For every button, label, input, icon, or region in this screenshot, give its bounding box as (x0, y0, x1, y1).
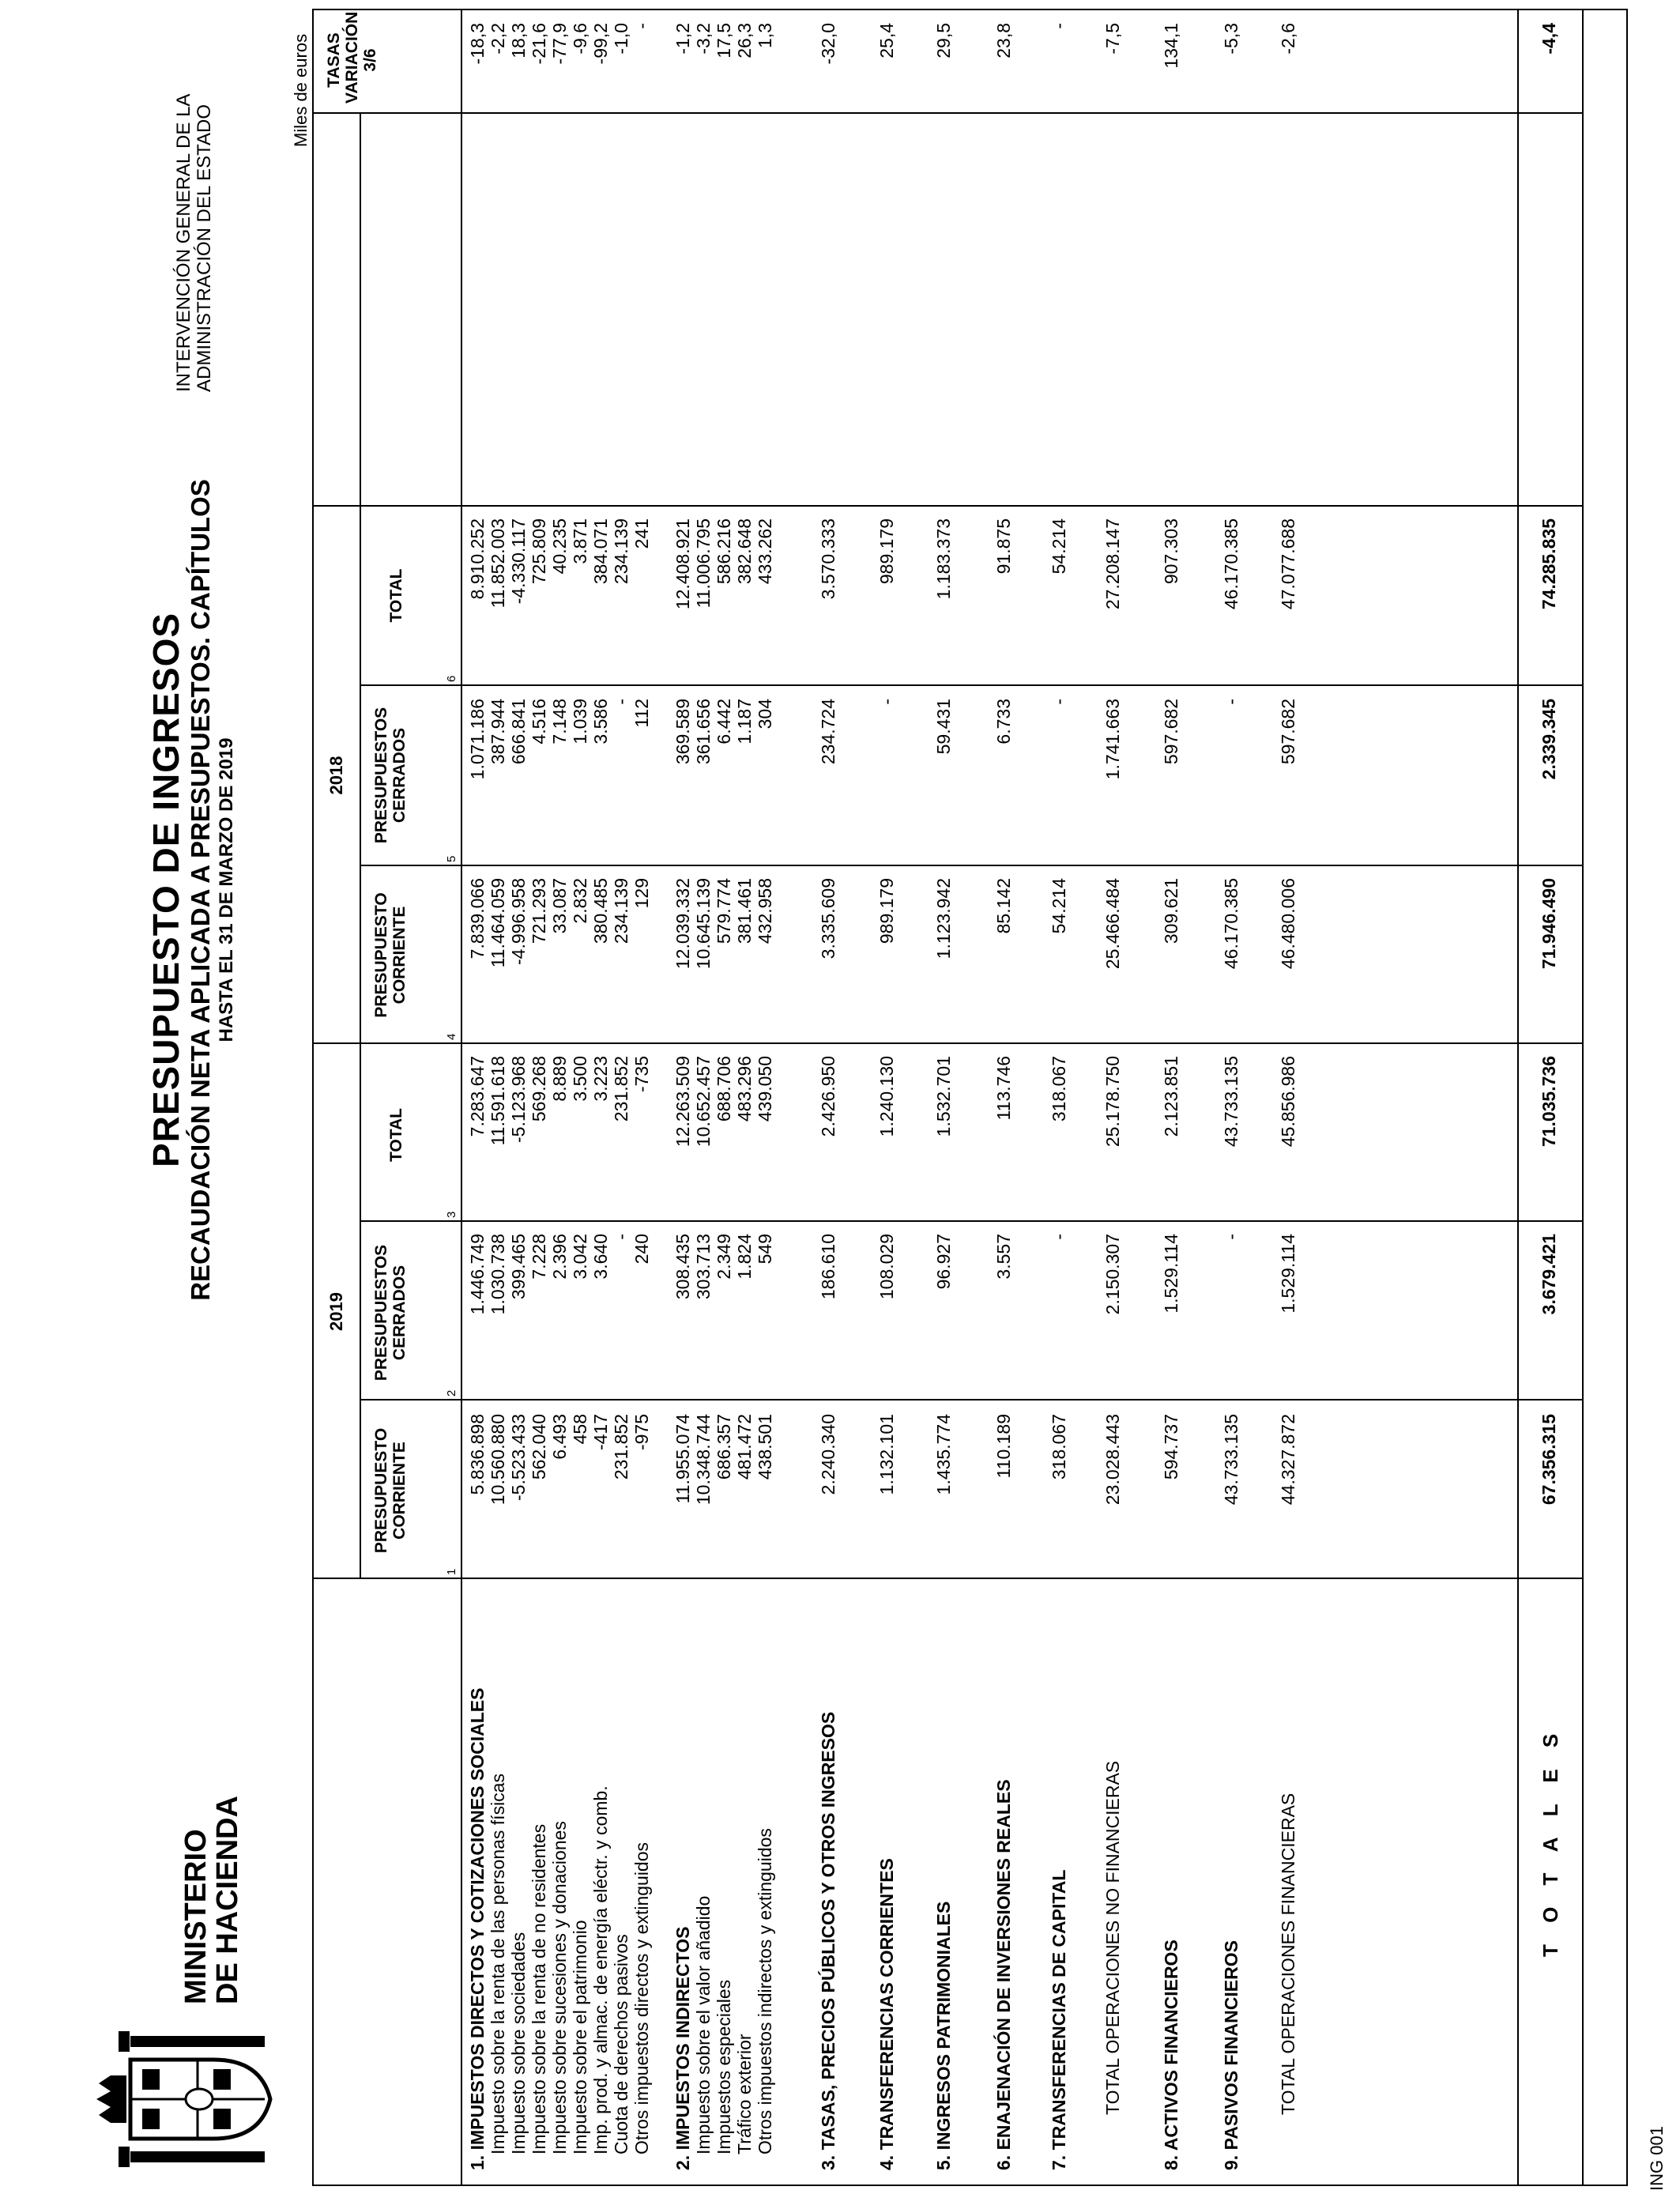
table-cell: 25,4 (876, 23, 897, 58)
col-number: 2 (445, 1389, 458, 1397)
table-cell: 25.466.484 (1102, 878, 1123, 970)
table-cell: 11.006.795 (693, 518, 714, 609)
table-cell: 18,3 (508, 23, 529, 58)
table-cell: 381.461 (734, 878, 755, 944)
table-cell: - (876, 699, 897, 705)
col-header: PRESUPUESTO CORRIENTE (372, 892, 409, 1018)
table-row-label: Tráfico exterior (734, 2034, 755, 2154)
table-row-label: 9. PASIVOS FINANCIEROS (1221, 1940, 1241, 2170)
table-row-label: 7. TRANSFERENCIAS DE CAPITAL (1049, 1869, 1069, 2170)
table-row-label: TOTAL OPERACIONES NO FINANCIERAS (1102, 1760, 1123, 2115)
table-row-label: 3. TASAS, PRECIOS PÚBLICOS Y OTROS INGRESOS (818, 1711, 838, 2170)
table-cell: 3.042 (570, 1234, 590, 1280)
table-cell: 439.050 (755, 1056, 775, 1122)
table-cell: 85.142 (993, 878, 1014, 934)
table-cell: 569.268 (529, 1056, 549, 1122)
col-header: TOTAL (387, 568, 405, 623)
table-cell: 361.656 (693, 699, 714, 765)
table-cell: 3.335.609 (818, 878, 838, 959)
totals-cell: 67.356.315 (1539, 1414, 1559, 1506)
col-header: TASAS VARIACIÓN 3/6 (325, 11, 379, 104)
table-cell: 562.040 (529, 1414, 549, 1480)
table-cell: 309.621 (1161, 878, 1181, 944)
table-cell: 318.067 (1049, 1056, 1069, 1122)
unit-label: Miles de euros (291, 33, 311, 147)
totals-cell: 3.679.421 (1539, 1234, 1559, 1315)
table-cell: 91.875 (993, 518, 1014, 575)
table-cell: 666.841 (508, 699, 529, 765)
table-cell: 8.910.252 (467, 518, 488, 600)
table-row-label: Impuesto sobre sucesiones y donaciones (549, 1821, 570, 2154)
table-cell: 438.501 (755, 1414, 775, 1480)
table-cell: 54.214 (1049, 878, 1069, 934)
table-row-label: Impuesto sobre la renta de no residentes (529, 1823, 549, 2154)
table-cell: 579.774 (714, 878, 734, 944)
year-2018-header: 2018 (326, 756, 346, 795)
table-row-label: Impuesto sobre el valor añadido (693, 1895, 714, 2154)
totals-cell: 74.285.835 (1539, 518, 1559, 610)
table-cell: 382.648 (734, 518, 755, 585)
table-cell: 10.645.139 (693, 878, 714, 970)
table-row-label: TOTAL OPERACIONES FINANCIERAS (1278, 1793, 1298, 2115)
table-cell: 1.030.738 (488, 1234, 508, 1315)
col-number: 5 (445, 855, 458, 862)
issuer-name: INTERVENCIÓN GENERAL DE LA ADMINISTRACIÓN DEL ESTADO (173, 93, 215, 392)
table-cell: -4.330.117 (508, 518, 529, 605)
table-cell: 7.839.066 (467, 878, 488, 959)
page-subtitle: RECAUDACIÓN NETA APLICADA A PRESUPUESTOS. CAPÍTULOS (186, 479, 215, 1301)
table-cell: 5.836.898 (467, 1414, 488, 1495)
date-line: HASTA EL 31 DE MARZO DE 2019 (216, 737, 237, 1042)
table-cell: 46.170.385 (1221, 878, 1241, 970)
table-cell: 129 (631, 878, 652, 909)
table-cell: 234.724 (818, 699, 838, 765)
table-row-label: Otros impuestos indirectos y extinguidos (755, 1828, 775, 2154)
table-cell: -99,2 (590, 23, 611, 65)
table-cell: 2.396 (549, 1234, 570, 1280)
table-cell: 1.529.114 (1278, 1234, 1298, 1314)
year-2019-header: 2019 (326, 1292, 346, 1331)
table-row-label: Impuesto sobre el patrimonio (570, 1920, 590, 2154)
table-row-label: Otros impuestos directos y extinguidos (631, 1842, 652, 2154)
table-cell: 1.529.114 (1161, 1234, 1181, 1314)
table-cell: -32,0 (818, 23, 838, 65)
table-row-label: 8. ACTIVOS FINANCIEROS (1161, 1940, 1181, 2170)
table-row-label: 2. IMPUESTOS INDIRECTOS (672, 1926, 693, 2170)
table-cell: 458 (570, 1414, 590, 1445)
table-cell: 54.214 (1049, 518, 1069, 575)
table-cell: 483.296 (734, 1056, 755, 1122)
table-cell: 46.170.385 (1221, 518, 1241, 610)
table-cell: 7.283.647 (467, 1056, 488, 1137)
table-cell: 47.077.688 (1278, 518, 1298, 610)
table-cell: - (1049, 699, 1069, 705)
table-cell: 40.235 (549, 518, 570, 575)
table-cell: 3.223 (590, 1056, 611, 1102)
table-cell: 432.958 (755, 878, 775, 944)
table-cell: 108.029 (876, 1234, 897, 1300)
table-cell: 43.733.135 (1221, 1056, 1241, 1148)
table-cell: - (631, 23, 652, 29)
table-cell: 1.435.774 (933, 1414, 954, 1495)
table-cell: 688.706 (714, 1056, 734, 1122)
col-header: PRESUPUESTOS CERRADOS (372, 1244, 409, 1382)
table-cell: 110.189 (993, 1414, 1014, 1479)
table-cell: 11.591.618 (488, 1056, 508, 1146)
totals-cell: -4,4 (1539, 23, 1559, 55)
table-cell: 26,3 (734, 23, 755, 58)
table-cell: - (1221, 699, 1241, 705)
table-cell: 25.178.750 (1102, 1056, 1123, 1148)
table-row-label: Impuesto sobre la renta de las personas físicas (488, 1774, 508, 2154)
table-cell: -735 (631, 1056, 652, 1093)
table-cell: 7.228 (529, 1234, 549, 1280)
table-cell: -2,2 (488, 23, 508, 55)
table-cell: 134,1 (1161, 23, 1181, 69)
col-number: 6 (445, 675, 458, 682)
table-cell: 2.240.340 (818, 1414, 838, 1495)
table-cell: 907.303 (1161, 518, 1181, 585)
table-cell: 12.039.332 (672, 878, 693, 970)
totals-label: T O T A L E S (1539, 1725, 1562, 1957)
table-cell: -21,6 (529, 23, 549, 65)
table-cell: 1.532.701 (933, 1056, 954, 1137)
table-cell: 686.357 (714, 1414, 734, 1480)
table-cell: 1.741.663 (1102, 699, 1123, 780)
totals-cell: 71.035.736 (1539, 1056, 1559, 1148)
totals-cell: 71.946.490 (1539, 878, 1559, 970)
table-cell: 597.682 (1161, 699, 1181, 765)
table-cell: 303.713 (693, 1234, 714, 1300)
table-cell: 3.500 (570, 1056, 590, 1102)
table-cell: -1,2 (672, 23, 693, 55)
report-titles (146, 376, 238, 1404)
table-cell: 11.852.003 (488, 518, 508, 609)
table-cell: 1.183.373 (933, 518, 954, 600)
table-cell: 380.485 (590, 878, 611, 944)
table-cell: 3.586 (590, 699, 611, 745)
table-cell: -417 (590, 1414, 611, 1451)
table-cell: 6.733 (993, 699, 1014, 745)
col-header: PRESUPUESTOS CERRADOS (372, 707, 409, 844)
col-header: PRESUPUESTO CORRIENTE (372, 1427, 409, 1554)
table-cell: 23.028.443 (1102, 1414, 1123, 1506)
table-cell: -9,6 (570, 23, 590, 55)
table-cell: -4.996.958 (508, 878, 529, 965)
table-cell: 3.871 (570, 518, 590, 564)
col-number: 4 (445, 1033, 458, 1040)
col-header: TOTAL (387, 1107, 405, 1163)
table-cell: 2.349 (714, 1234, 734, 1280)
table-cell: 112 (631, 699, 652, 728)
table-cell: 308.435 (672, 1234, 693, 1300)
table-cell: 597.682 (1278, 699, 1298, 765)
table-cell: 594.737 (1161, 1414, 1181, 1480)
table-cell: 318.067 (1049, 1414, 1069, 1480)
table-row-label: Cuota de derechos pasivos (611, 1934, 631, 2154)
table-cell: 1.071.186 (467, 699, 488, 780)
table-row-label: 6. ENAJENACIÓN DE INVERSIONES REALES (993, 1779, 1014, 2170)
table-cell: 11.464.059 (488, 878, 508, 968)
table-cell: 1.824 (734, 1234, 755, 1280)
table-row-label: Impuestos especiales (714, 1979, 734, 2154)
table-cell: 113.746 (993, 1056, 1014, 1121)
doc-code: ING 001 (1647, 2126, 1667, 2191)
table-cell: 549 (755, 1234, 775, 1265)
table-cell: 4.516 (529, 699, 549, 745)
table-cell: 231.852 (611, 1414, 631, 1480)
table-cell: 59.431 (933, 699, 954, 755)
table-cell: -18,3 (467, 23, 488, 65)
table-cell: -7,5 (1102, 23, 1123, 55)
table-cell: - (1049, 1234, 1069, 1240)
table-cell: 3.570.333 (818, 518, 838, 600)
table-cell: 44.327.872 (1278, 1414, 1298, 1506)
table-cell: 240 (631, 1234, 652, 1265)
coat-of-arms-icon (95, 2028, 277, 2170)
table-cell: 725.809 (529, 518, 549, 585)
table-cell: 3.640 (590, 1234, 611, 1280)
table-cell: 12.263.509 (672, 1056, 693, 1148)
table-cell: 384.071 (590, 518, 611, 585)
table-cell: 241 (631, 518, 652, 549)
table-cell: 433.262 (755, 518, 775, 585)
table-cell: 2.150.307 (1102, 1234, 1123, 1315)
table-cell: 10.348.744 (693, 1414, 714, 1506)
table-cell: 399.465 (508, 1234, 529, 1300)
table-cell: 8.889 (549, 1056, 570, 1102)
table-cell: 43.733.135 (1221, 1414, 1241, 1506)
table-cell: 1.446.749 (467, 1234, 488, 1315)
table-cell: 721.293 (529, 878, 549, 944)
ministry-name: MINISTERIO DE HACIENDA (179, 1796, 244, 2004)
col-number: 3 (445, 1211, 458, 1218)
table-cell: -5,3 (1221, 23, 1241, 55)
table-cell: 12.408.921 (672, 518, 693, 610)
table-cell: 1.123.942 (933, 878, 954, 959)
table-cell: 989.179 (876, 878, 897, 944)
table-cell: 10.560.880 (488, 1414, 508, 1506)
table-cell: 369.589 (672, 699, 693, 765)
table-cell: - (611, 699, 631, 705)
table-cell: 46.480.006 (1278, 878, 1298, 970)
table-cell: 29,5 (933, 23, 954, 58)
table-cell: 387.944 (488, 699, 508, 765)
table-cell: 234.139 (611, 878, 631, 944)
table-cell: 234.139 (611, 518, 631, 585)
table-cell: 989.179 (876, 518, 897, 585)
table-cell: 2.123.851 (1161, 1056, 1181, 1137)
table-cell: 11.955.074 (672, 1414, 693, 1504)
table-cell: -975 (631, 1414, 652, 1451)
table-cell: 2.832 (570, 878, 590, 924)
table-row-label: 4. TRANSFERENCIAS CORRIENTES (876, 1858, 897, 2170)
page-title: PRESUPUESTO DE INGRESOS (145, 612, 186, 1168)
table-cell: 7.148 (549, 699, 570, 745)
table-cell: -5.123.968 (508, 1056, 529, 1143)
totals-cell: 2.339.345 (1539, 699, 1559, 780)
table-cell: 23,8 (993, 23, 1014, 58)
table-cell: 586.216 (714, 518, 734, 585)
table-cell: 10.652.457 (693, 1056, 714, 1148)
table-cell: 481.472 (734, 1414, 755, 1480)
table-cell: -2,6 (1278, 23, 1298, 55)
table-cell: -77,9 (549, 23, 570, 65)
table-row-label: 1. IMPUESTOS DIRECTOS Y COTIZACIONES SOCIALES (467, 1687, 488, 2170)
col-number: 1 (445, 1568, 458, 1575)
revenue-table (312, 9, 1628, 2186)
table-cell: - (1221, 1234, 1241, 1240)
table-cell: 1.240.130 (876, 1056, 897, 1137)
table-row-label: Impuesto sobre sociedades (508, 1932, 529, 2154)
table-cell: -3,2 (693, 23, 714, 55)
table-cell: 2.426.950 (818, 1056, 838, 1137)
table-cell: -1,0 (611, 23, 631, 55)
table-cell: 96.927 (933, 1234, 954, 1290)
table-cell: 17,5 (714, 23, 734, 58)
table-cell: 1.132.101 (876, 1414, 897, 1495)
table-row-label: 5. INGRESOS PATRIMONIALES (933, 1901, 954, 2170)
table-cell: 186.610 (818, 1234, 838, 1300)
table-cell: 1.039 (570, 699, 590, 745)
table-cell: 1.187 (734, 699, 755, 745)
table-cell: 3.557 (993, 1234, 1014, 1280)
table-cell: 27.208.147 (1102, 518, 1123, 610)
table-cell: 33.087 (549, 878, 570, 934)
table-cell: 45.856.986 (1278, 1056, 1298, 1148)
table-cell: 6.493 (549, 1414, 570, 1460)
table-cell: - (1049, 23, 1069, 29)
table-cell: - (611, 1234, 631, 1240)
table-cell: -5.523.433 (508, 1414, 529, 1501)
table-cell: 6.442 (714, 699, 734, 745)
table-cell: 1,3 (755, 23, 775, 48)
table-row-label: Imp. prod. y almac. de energía eléctr. y comb. (590, 1785, 611, 2154)
table-cell: 231.852 (611, 1056, 631, 1122)
table-cell: 304 (755, 699, 775, 729)
